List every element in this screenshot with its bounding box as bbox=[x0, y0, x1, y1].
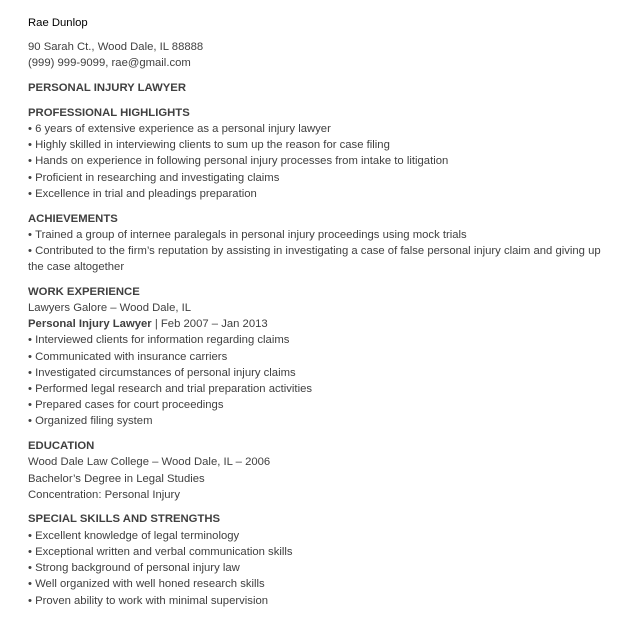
section-special-skills bbox=[28, 511, 618, 608]
list-item: • Prepared cases for court proceedings bbox=[28, 397, 618, 413]
list-item: • Strong background of personal injury law bbox=[28, 560, 618, 576]
list-item: • Excellence in trial and pleadings preparation bbox=[28, 186, 618, 202]
section-education bbox=[28, 438, 618, 503]
education-school: Wood Dale Law College – Wood Dale, IL – 2006 bbox=[28, 456, 271, 469]
role-title: Personal Injury Lawyer bbox=[28, 318, 152, 331]
list-item: • Contributed to the firm’s reputation by assisting in investigating a case of false personal injury claim and giving up the case altogether bbox=[28, 243, 618, 275]
list-item: • Well organized with well honed research skills bbox=[28, 576, 618, 592]
contact-phone-email: (999) 999-9099, rae@gmail.com bbox=[28, 57, 191, 70]
list-item: • 6 years of extensive experience as a personal injury lawyer bbox=[28, 121, 618, 137]
role-separator: | bbox=[151, 318, 161, 331]
section-heading: ACHIEVEMENTS bbox=[28, 212, 118, 225]
section-heading: SPECIAL SKILLS AND STRENGTHS bbox=[28, 513, 221, 526]
list-item: • Hands on experience in following personal injury processes from intake to litigation bbox=[28, 153, 618, 169]
employer: Lawyers Galore – Wood Dale, IL bbox=[28, 302, 192, 315]
education-concentration: Concentration: Personal Injury bbox=[28, 488, 180, 501]
section-heading: PROFESSIONAL HIGHLIGHTS bbox=[28, 106, 190, 119]
candidate-name: Rae Dunlop bbox=[28, 17, 88, 29]
education-degree: Bachelor’s Degree in Legal Studies bbox=[28, 472, 205, 485]
list-item: • Highly skilled in interviewing clients to sum up the reason for case filing bbox=[28, 137, 618, 153]
list-item: • Performed legal research and trial preparation activities bbox=[28, 381, 618, 397]
section-heading: WORK EXPERIENCE bbox=[28, 285, 140, 298]
list-item: • Organized filing system bbox=[28, 413, 618, 429]
resume-document bbox=[28, 15, 618, 609]
list-item: • Proficient in researching and investigating claims bbox=[28, 170, 618, 186]
list-item: • Trained a group of internee paralegals in personal injury proceedings using mock trials bbox=[28, 227, 618, 243]
list-item: • Investigated circumstances of personal injury claims bbox=[28, 365, 618, 381]
role-dates: Feb 2007 – Jan 2013 bbox=[160, 318, 268, 331]
list-item: • Exceptional written and verbal communication skills bbox=[28, 544, 618, 560]
list-item: • Interviewed clients for information regarding claims bbox=[28, 332, 618, 348]
section-heading: EDUCATION bbox=[28, 440, 95, 453]
section-achievements bbox=[28, 211, 618, 276]
list-item: • Communicated with insurance carriers bbox=[28, 349, 618, 365]
job-title: PERSONAL INJURY LAWYER bbox=[28, 82, 186, 95]
contact-address: 90 Sarah Ct., Wood Dale, IL 88888 bbox=[28, 41, 204, 54]
list-item: • Proven ability to work with minimal supervision bbox=[28, 593, 618, 609]
list-item: • Excellent knowledge of legal terminology bbox=[28, 528, 618, 544]
section-professional-highlights bbox=[28, 105, 618, 202]
role-line bbox=[28, 316, 618, 332]
section-work-experience bbox=[28, 284, 618, 430]
